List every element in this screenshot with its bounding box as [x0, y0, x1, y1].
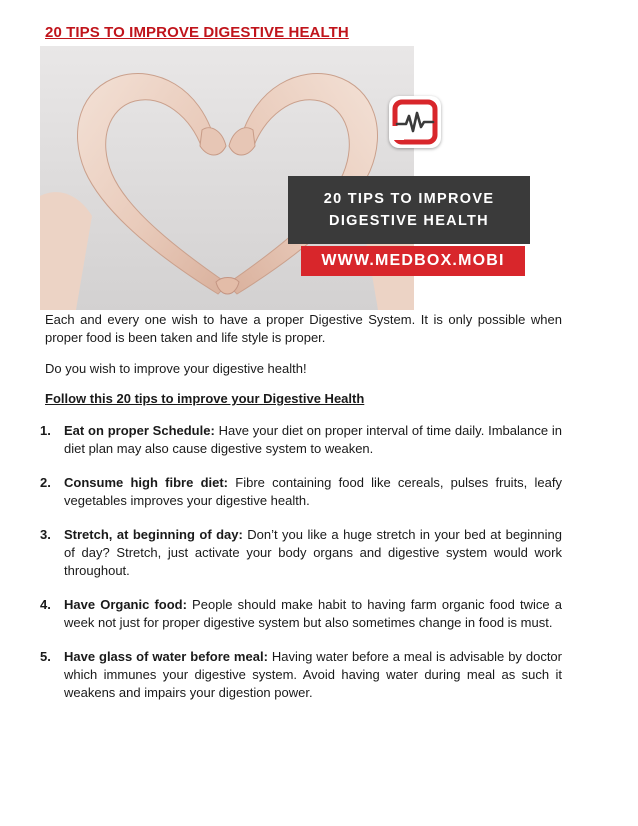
tip-text: Don’t you like a huge stretch in your bed at beginning of day? Stretch, just activate your body organs and digestive system would work throughout.: [64, 527, 562, 578]
tip-heading: Eat on proper Schedule:: [64, 423, 215, 438]
tip-text: People should make habit to having farm organic food twice a week not just for proper digestive system but also sometimes change in food is must.: [64, 597, 562, 630]
tip-item: [40, 474, 562, 510]
tip-text: Fibre containing food like cereals, pulses fruits, leafy vegetables improves your digestive health.: [64, 475, 562, 508]
tip-item: [40, 526, 562, 580]
heartbeat-logo-icon: [389, 96, 441, 148]
banner-line-1: 20 TIPS TO IMPROVE: [323, 191, 495, 207]
tip-number: 1.: [40, 423, 51, 438]
intro-paragraph: Each and every one wish to have a proper Digestive System. It is only possible when proper food is been taken and life style is proper.: [45, 312, 562, 345]
image-banner: [288, 176, 530, 244]
tip-heading: Have Organic food:: [64, 597, 187, 612]
tip-number: 5.: [40, 649, 51, 664]
tip-item: [40, 596, 562, 632]
tip-text: Have your diet on proper interval of time daily. Imbalance in diet plan may also cause digestive system to weaken.: [64, 423, 563, 456]
tip-heading: Consume high fibre diet:: [64, 475, 229, 490]
tip-number: 3.: [40, 527, 51, 542]
tip-number: 4.: [40, 597, 51, 612]
page-title: 20 TIPS TO IMPROVE DIGESTIVE HEALTH: [45, 24, 349, 41]
article-body: [40, 311, 563, 718]
banner-url: WWW.MEDBOX.MOBI: [301, 246, 525, 276]
banner-line-2: DIGESTIVE HEALTH: [329, 213, 489, 229]
tip-heading: Have glass of water before meal:: [64, 649, 268, 664]
tip-number: 2.: [40, 475, 51, 490]
tip-item: [40, 648, 562, 702]
tip-heading: Stretch, at beginning of day:: [64, 527, 243, 542]
tip-item: [40, 422, 563, 458]
tips-list: [40, 422, 563, 702]
tip-text: Having water before a meal is advisable by doctor which immunes your digestive system. Avoid having water during meal as such it weakens and impairs your digestion power.: [64, 649, 562, 700]
question-paragraph: Do you wish to improve your digestive health!: [45, 361, 307, 376]
follow-heading: Follow this 20 tips to improve your Digestive Health: [45, 391, 365, 406]
